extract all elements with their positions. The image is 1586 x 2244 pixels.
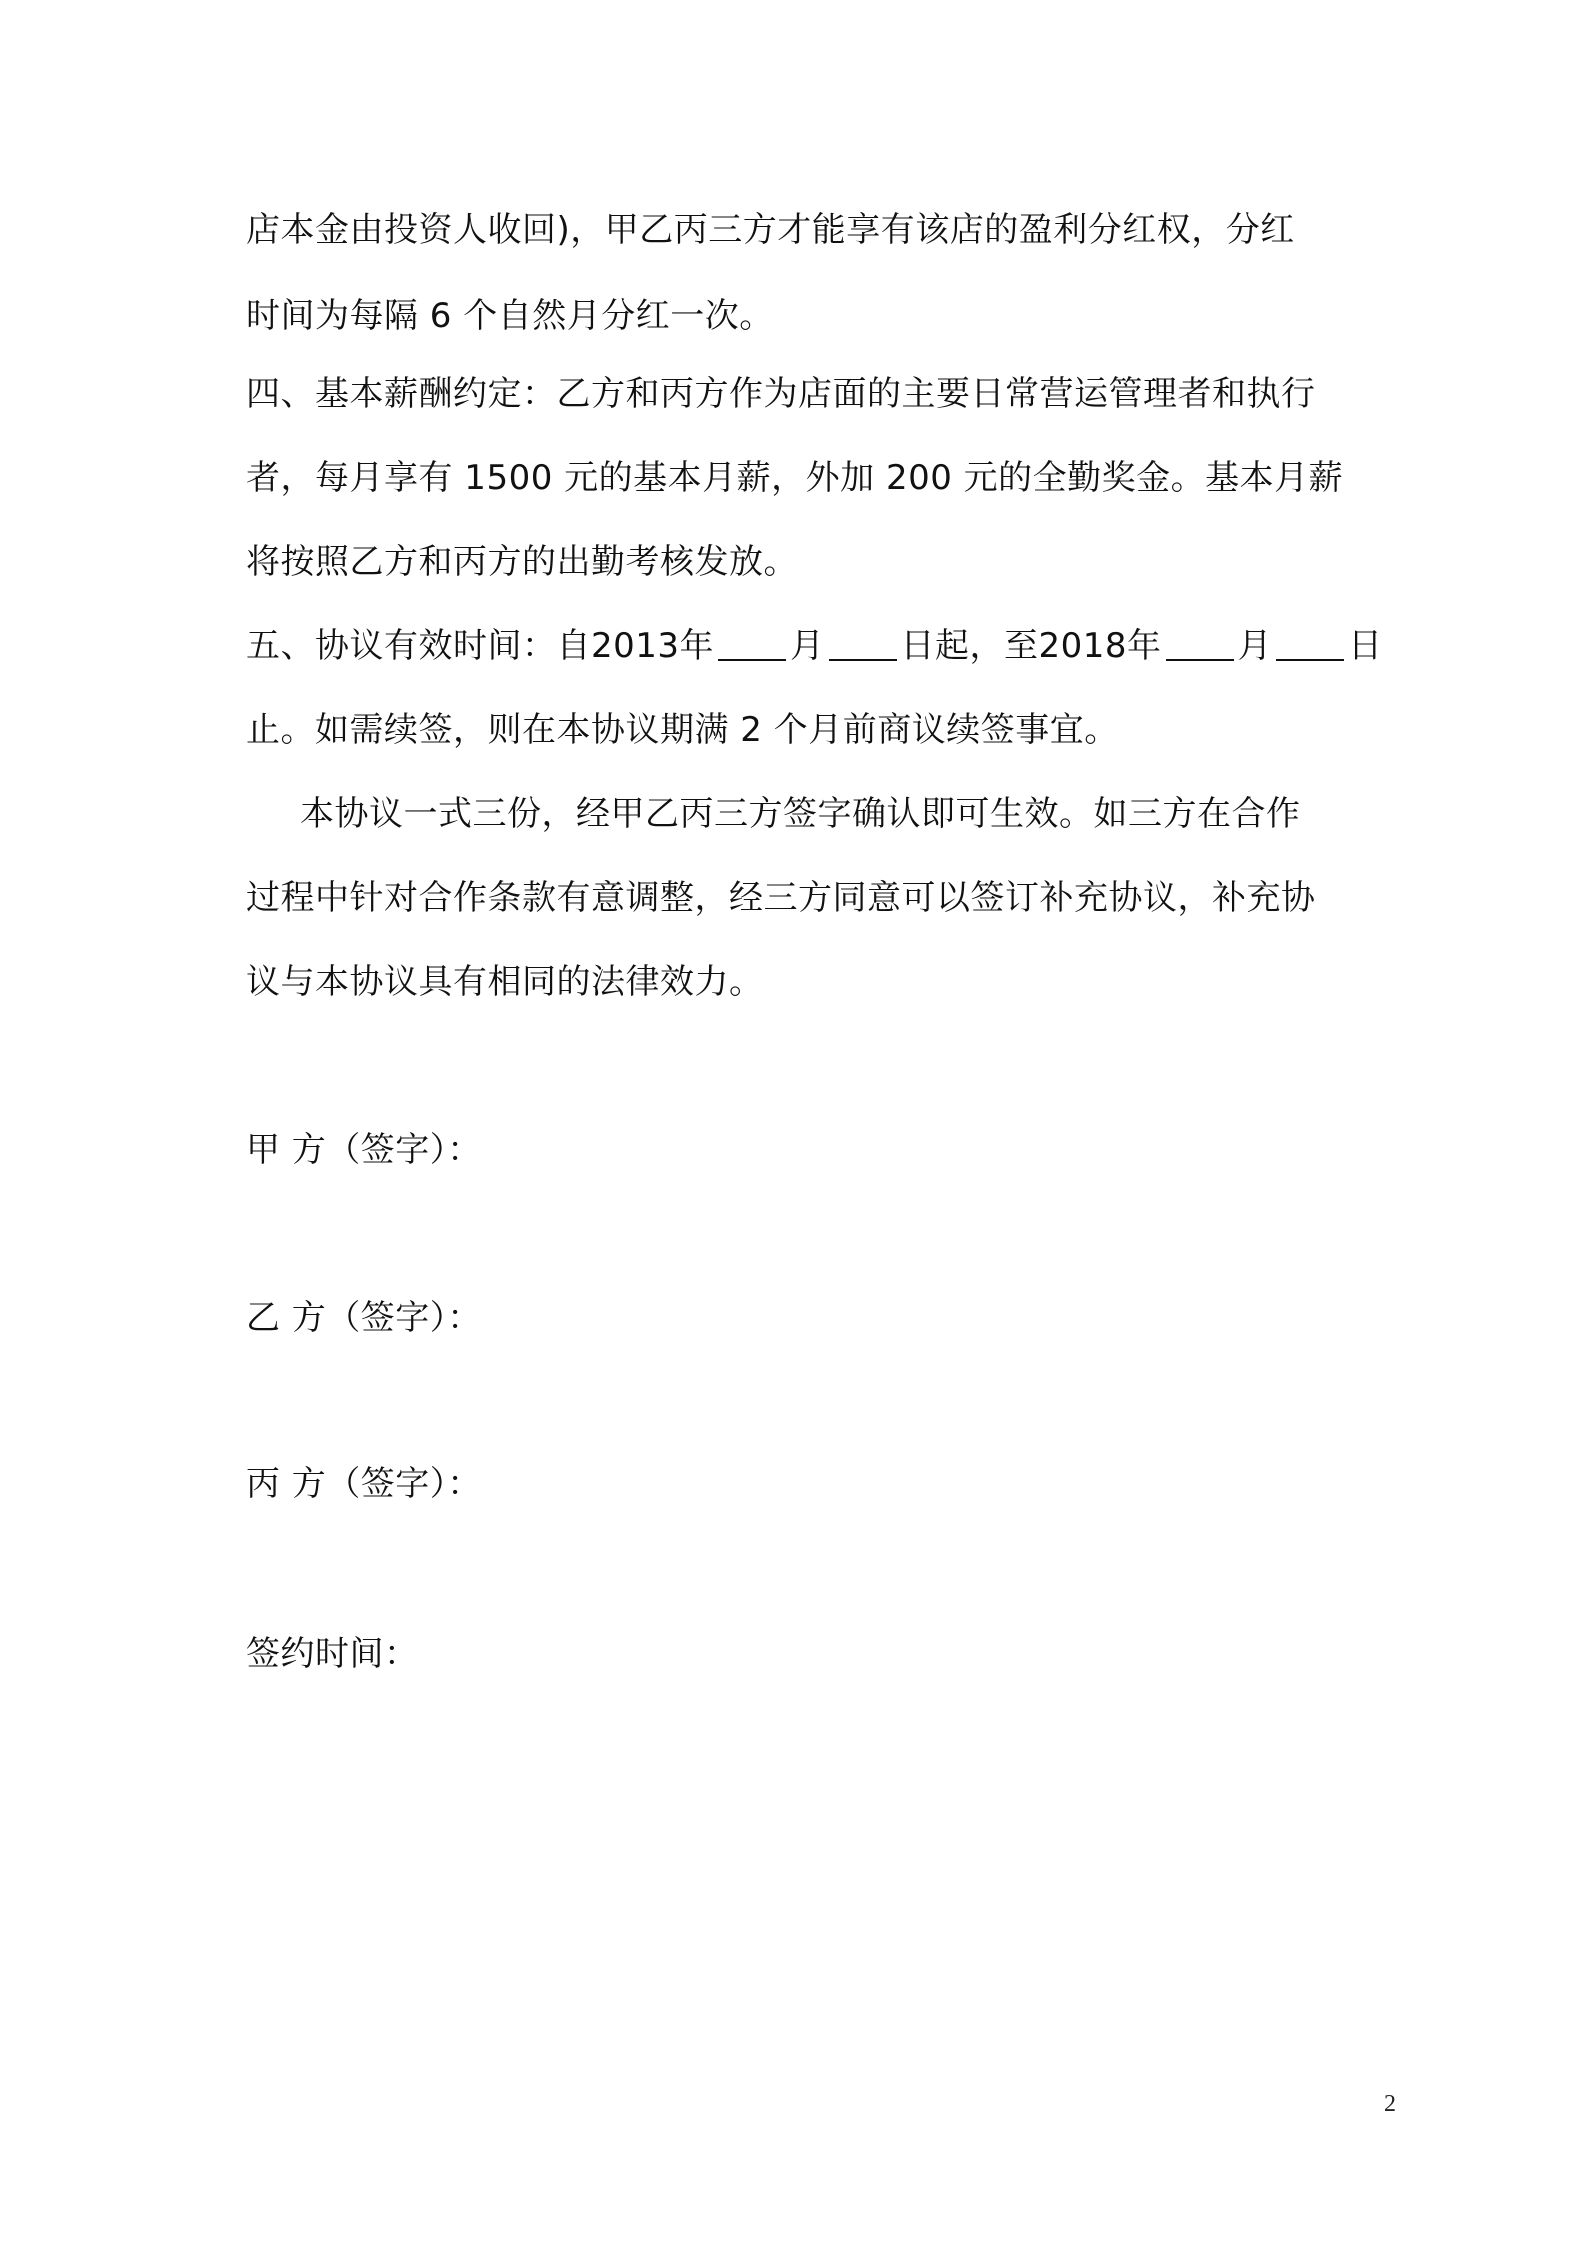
paragraph-line: 时间为每隔 6 个自然月分红一次。: [246, 296, 774, 336]
agreement-term-line: [246, 624, 1383, 668]
term-prefix: 五、协议有效时间：自2013年: [246, 626, 715, 666]
signature-line-party-a: 甲 方（签字）：: [246, 1130, 482, 1170]
paragraph-line: 店本金由投资人收回)，甲乙丙三方才能享有该店的盈利分红权，分红: [246, 210, 1295, 250]
closing-line: 本协议一式三份，经甲乙丙三方签字确认即可生效。如三方在合作: [300, 794, 1301, 834]
signature-line-party-b: 乙 方（签字）：: [246, 1298, 482, 1338]
signing-date-line: 签约时间：: [246, 1634, 419, 1674]
renewal-line: 止。如需续签，则在本协议期满 2 个月前商议续签事宜。: [246, 710, 1119, 750]
term-month-start-label: 月: [790, 626, 825, 666]
term-month-end-label: 月: [1237, 626, 1273, 666]
page-number: 2: [1384, 2091, 1396, 2117]
signature-line-party-c: 丙 方（签字）：: [246, 1464, 482, 1504]
section-four-line: 四、基本薪酬约定：乙方和丙方作为店面的主要日常营运管理者和执行: [246, 374, 1316, 414]
blank-day-start[interactable]: [829, 629, 897, 661]
blank-day-end[interactable]: [1276, 629, 1344, 661]
term-day-start-label: 日起，至2018年: [900, 626, 1162, 666]
section-four-line: 将按照乙方和丙方的出勤考核发放。: [246, 542, 798, 582]
blank-month-end[interactable]: [1166, 629, 1234, 661]
section-four-line: 者，每月享有 1500 元的基本月薪，外加 200 元的全勤奖金。基本月薪: [246, 458, 1344, 498]
closing-line: 议与本协议具有相同的法律效力。: [246, 962, 764, 1002]
term-day-end-label: 日: [1348, 626, 1383, 666]
blank-month-start[interactable]: [718, 629, 786, 661]
closing-line: 过程中针对合作条款有意调整，经三方同意可以签订补充协议，补充协: [246, 878, 1316, 918]
